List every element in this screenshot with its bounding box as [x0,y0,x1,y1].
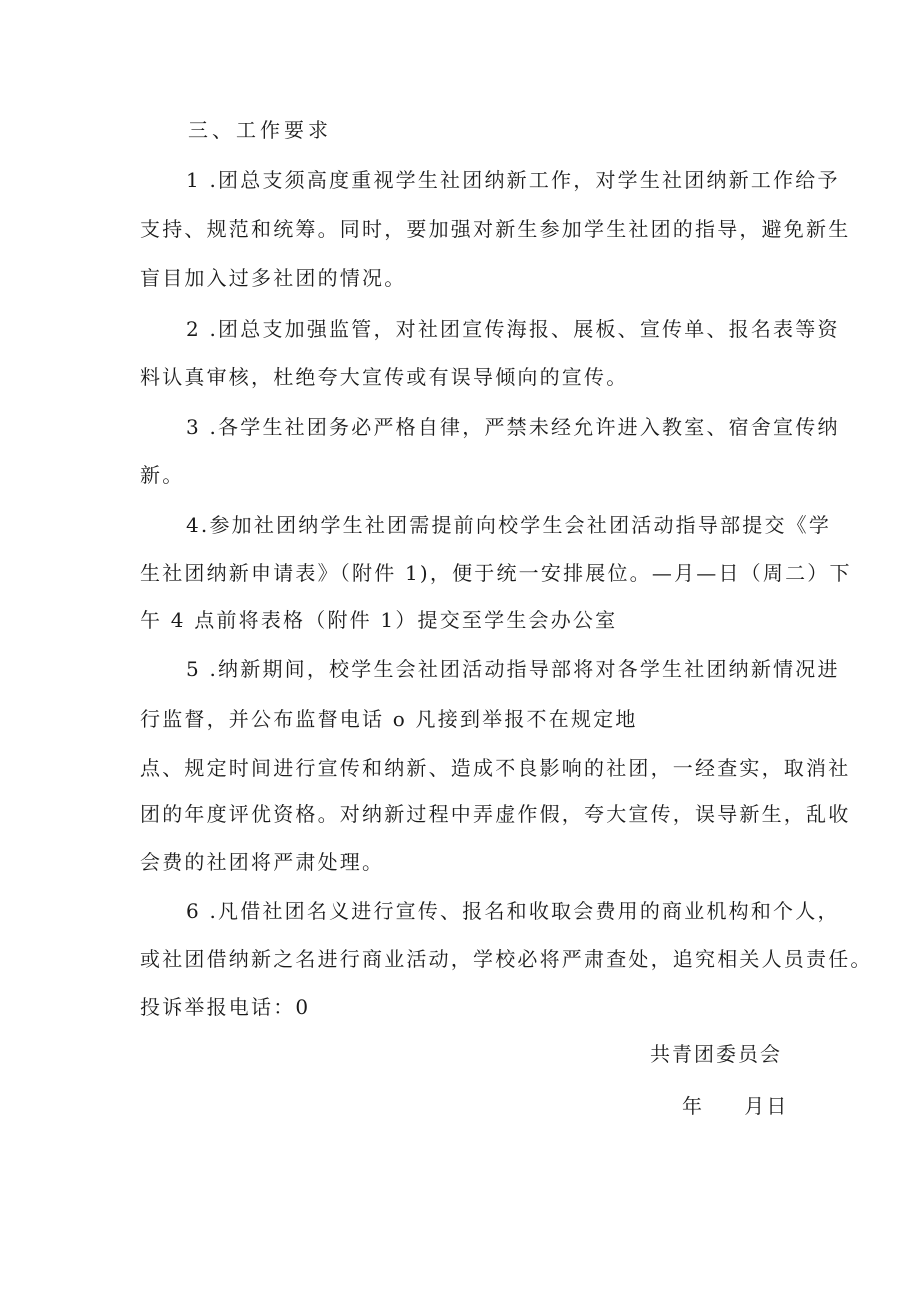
signature-month-day-label: 月日 [744,1094,789,1118]
paragraph-3-line-2: 新。 [140,463,185,487]
paragraph-5-line-2: 行监督，并公布监督电话 o 凡接到举报不在规定地 [140,707,638,731]
paragraph-5-line-5: 会费的社团将严肃处理。 [140,850,385,874]
paragraph-1-line-1: 1 .团总支须高度重视学生社团纳新工作，对学生社团纳新工作给予 [186,168,840,192]
paragraph-1-line-2: 支持、规范和统筹。同时，要加强对新生参加学生社团的指导，避免新生 [140,217,851,241]
paragraph-1-line-3: 盲目加入过多社团的情况。 [140,266,407,290]
paragraph-2-line-1: 2 .团总支加强监管，对社团宣传海报、展板、宣传单、报名表等资 [186,317,840,341]
paragraph-3-line-1: 3 .各学生社团务必严格自律，严禁未经允许进入教室、宿舍宣传纳 [186,415,840,439]
signature-organization: 共青团委员会 [650,1042,782,1066]
paragraph-4-line-1: 4.参加社团纳学生社团需提前向校学生会社团活动指导部提交《学 [186,513,832,537]
paragraph-5-line-3: 点、规定时间进行宣传和纳新、造成不良影响的社团，一经查实，取消社 [140,756,851,780]
paragraph-4-line-2: 生社团纳新申请表》（附件 1)，便于统一安排展位。—月—日（周二）下 [140,561,852,585]
paragraph-6-line-1: 6 .凡借社团名义进行宣传、报名和收取会费用的商业机构和个人， [186,899,840,923]
paragraph-2-line-2: 料认真审核，杜绝夸大宣传或有误导倾向的宣传。 [140,365,629,389]
signature-date [682,1093,789,1119]
paragraph-6-line-3: 投诉举报电话：0 [140,995,311,1019]
paragraph-5-line-1: 5 .纳新期间，校学生会社团活动指导部将对各学生社团纳新情况进 [186,657,840,681]
signature-year-label: 年 [682,1094,705,1118]
paragraph-4-line-3: 午 4 点前将表格（附件 1）提交至学生会办公室 [140,608,618,632]
section-heading: 三、工作要求 [188,118,332,142]
paragraph-5-line-4: 团的年度评优资格。对纳新过程中弄虚作假，夸大宣传，误导新生，乱收 [140,802,851,826]
paragraph-6-line-2: 或社团借纳新之名进行商业活动，学校必将严肃查处，追究相关人员责任。 [140,947,873,971]
